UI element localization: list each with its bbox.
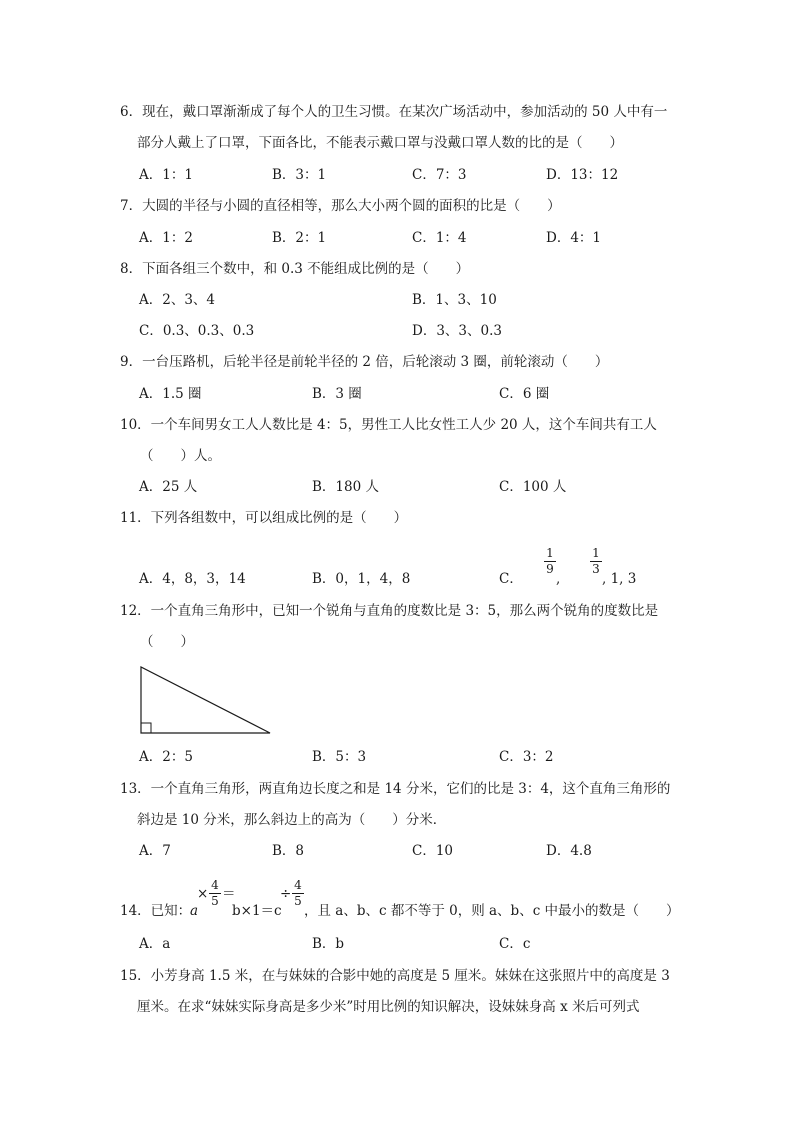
q8-option-a: A．2、3、4 bbox=[139, 292, 216, 308]
q14-option-a: A．a bbox=[139, 936, 171, 952]
q11-option-b: B．0，1，4，8 bbox=[312, 571, 411, 587]
q13-option-a: A．7 bbox=[139, 843, 171, 859]
q10-option-c: C．100 人 bbox=[499, 479, 567, 495]
q6-line2: 部分人戴上了口罩，下面各比，不能表示戴口罩与没戴口罩人数的比的是（ ） bbox=[137, 135, 623, 151]
q12-line2: （ ） bbox=[140, 634, 194, 650]
q14-fraction-four-fifths bbox=[209, 879, 221, 908]
q10-option-a: A．25 人 bbox=[139, 479, 198, 495]
q9-line1: 9．一台压路机，后轮半径是前轮半径的 2 倍，后轮滚动 3 圈，前轮滚动（ ） bbox=[120, 354, 609, 370]
q8-option-c: C．0.3、0.3、0.3 bbox=[139, 323, 255, 339]
q13-option-b: B．8 bbox=[272, 843, 305, 859]
q9-option-a: A．1.5 圈 bbox=[139, 386, 202, 402]
q7-option-a: A．1：2 bbox=[139, 230, 193, 246]
fraction-denominator: 5 bbox=[211, 894, 219, 908]
q14-option-b: B．b bbox=[312, 936, 345, 952]
fraction-denominator: 5 bbox=[294, 894, 302, 908]
fraction-numerator: 4 bbox=[211, 878, 219, 892]
q7-option-d: D．4：1 bbox=[546, 230, 602, 246]
q13-line2: 斜边是 10 分米，那么斜边上的高为（ ）分米． bbox=[137, 812, 447, 828]
q14-divide: ÷ bbox=[280, 886, 292, 902]
triangle-outline bbox=[141, 667, 270, 733]
q12-option-b: B．5：3 bbox=[312, 749, 367, 765]
q15-line2: 厘米。在求“妹妹实际身高是多少米”时用比例的知识解决，设妹妹身高 x 米后可列式 bbox=[137, 999, 640, 1015]
fraction-denominator: 9 bbox=[546, 562, 554, 576]
q11-option-c-suffix: , 1, 3 bbox=[602, 571, 637, 587]
q12-line1: 12．一个直角三角形中，已知一个锐角与直角的度数比是 3：5，那么两个锐角的度数比是 bbox=[120, 603, 659, 619]
q7-line1: 7．大圆的半径与小圆的直径相等，那么大小两个圆的面积的比是（ ） bbox=[120, 198, 561, 214]
q8-option-b: B．1、3、10 bbox=[412, 292, 497, 308]
q12-option-a: A．2：5 bbox=[139, 749, 193, 765]
q9-option-c: C．6 圈 bbox=[499, 386, 550, 402]
q14-option-c: C．c bbox=[499, 936, 531, 952]
q8-line1: 8．下面各组三个数中，和 0.3 不能组成比例的是（ ） bbox=[120, 261, 470, 277]
q6-option-d: D．13：12 bbox=[546, 167, 619, 183]
q12-option-c: C．3：2 bbox=[499, 749, 554, 765]
q11-option-a: A．4，8，3，14 bbox=[139, 571, 246, 587]
q6-option-c: C．7：3 bbox=[412, 167, 467, 183]
q13-option-d: D．4.8 bbox=[546, 843, 592, 859]
q8-option-d: D．3、3、0.3 bbox=[412, 323, 502, 339]
q11-option-c-separator: , bbox=[556, 571, 561, 587]
q11-fraction-one-ninth bbox=[544, 547, 556, 576]
q11-fraction-one-third bbox=[590, 547, 602, 576]
q14-times: × bbox=[197, 886, 209, 902]
q13-option-c: C．10 bbox=[412, 843, 454, 859]
q15-line1: 15．小芳身高 1.5 米，在与妹妹的合影中她的高度是 5 厘米。妹妹在这张照片中的高度是 3 bbox=[120, 968, 670, 984]
fraction-denominator: 3 bbox=[592, 562, 600, 576]
q10-line2: （ ）人。 bbox=[140, 448, 221, 464]
q10-option-b: B．180 人 bbox=[312, 479, 379, 495]
q6-line1: 6．现在，戴口罩渐渐成了每个人的卫生习惯。在某次广场活动中，参加活动的 50 人中有一 bbox=[120, 104, 668, 120]
right-angle-marker bbox=[141, 723, 151, 733]
q7-option-c: C．1：4 bbox=[412, 230, 467, 246]
right-triangle-figure bbox=[138, 664, 274, 736]
q14-middle-expression: b×1＝c bbox=[232, 903, 282, 919]
q14-equals: ＝ bbox=[222, 886, 236, 902]
fraction-numerator: 1 bbox=[546, 546, 554, 560]
q14-rest: ，且 a、b、c 都不等于 0，则 a、b、c 中最小的数是（ ） bbox=[304, 903, 680, 919]
q11-option-c-prefix: C． bbox=[499, 571, 523, 587]
q10-line1: 10．一个车间男女工人人数比是 4：5，男性工人比女性工人少 20 人，这个车间共有工人 bbox=[120, 417, 657, 433]
q14-var-a: a bbox=[190, 903, 199, 919]
q14-prefix: 14．已知： bbox=[120, 903, 192, 919]
q7-option-b: B．2：1 bbox=[272, 230, 327, 246]
fraction-numerator: 4 bbox=[294, 878, 302, 892]
q6-option-b: B．3：1 bbox=[272, 167, 327, 183]
q6-option-a: A．1：1 bbox=[139, 167, 193, 183]
fraction-numerator: 1 bbox=[592, 546, 600, 560]
q11-line1: 11．下列各组数中，可以组成比例的是（ ） bbox=[120, 510, 408, 526]
q14-fraction-divisor bbox=[292, 879, 304, 908]
q9-option-b: B．3 圈 bbox=[312, 386, 362, 402]
q13-line1: 13．一个直角三角形，两直角边长度之和是 14 分米，它们的比是 3：4，这个直角三角形的 bbox=[120, 781, 671, 797]
